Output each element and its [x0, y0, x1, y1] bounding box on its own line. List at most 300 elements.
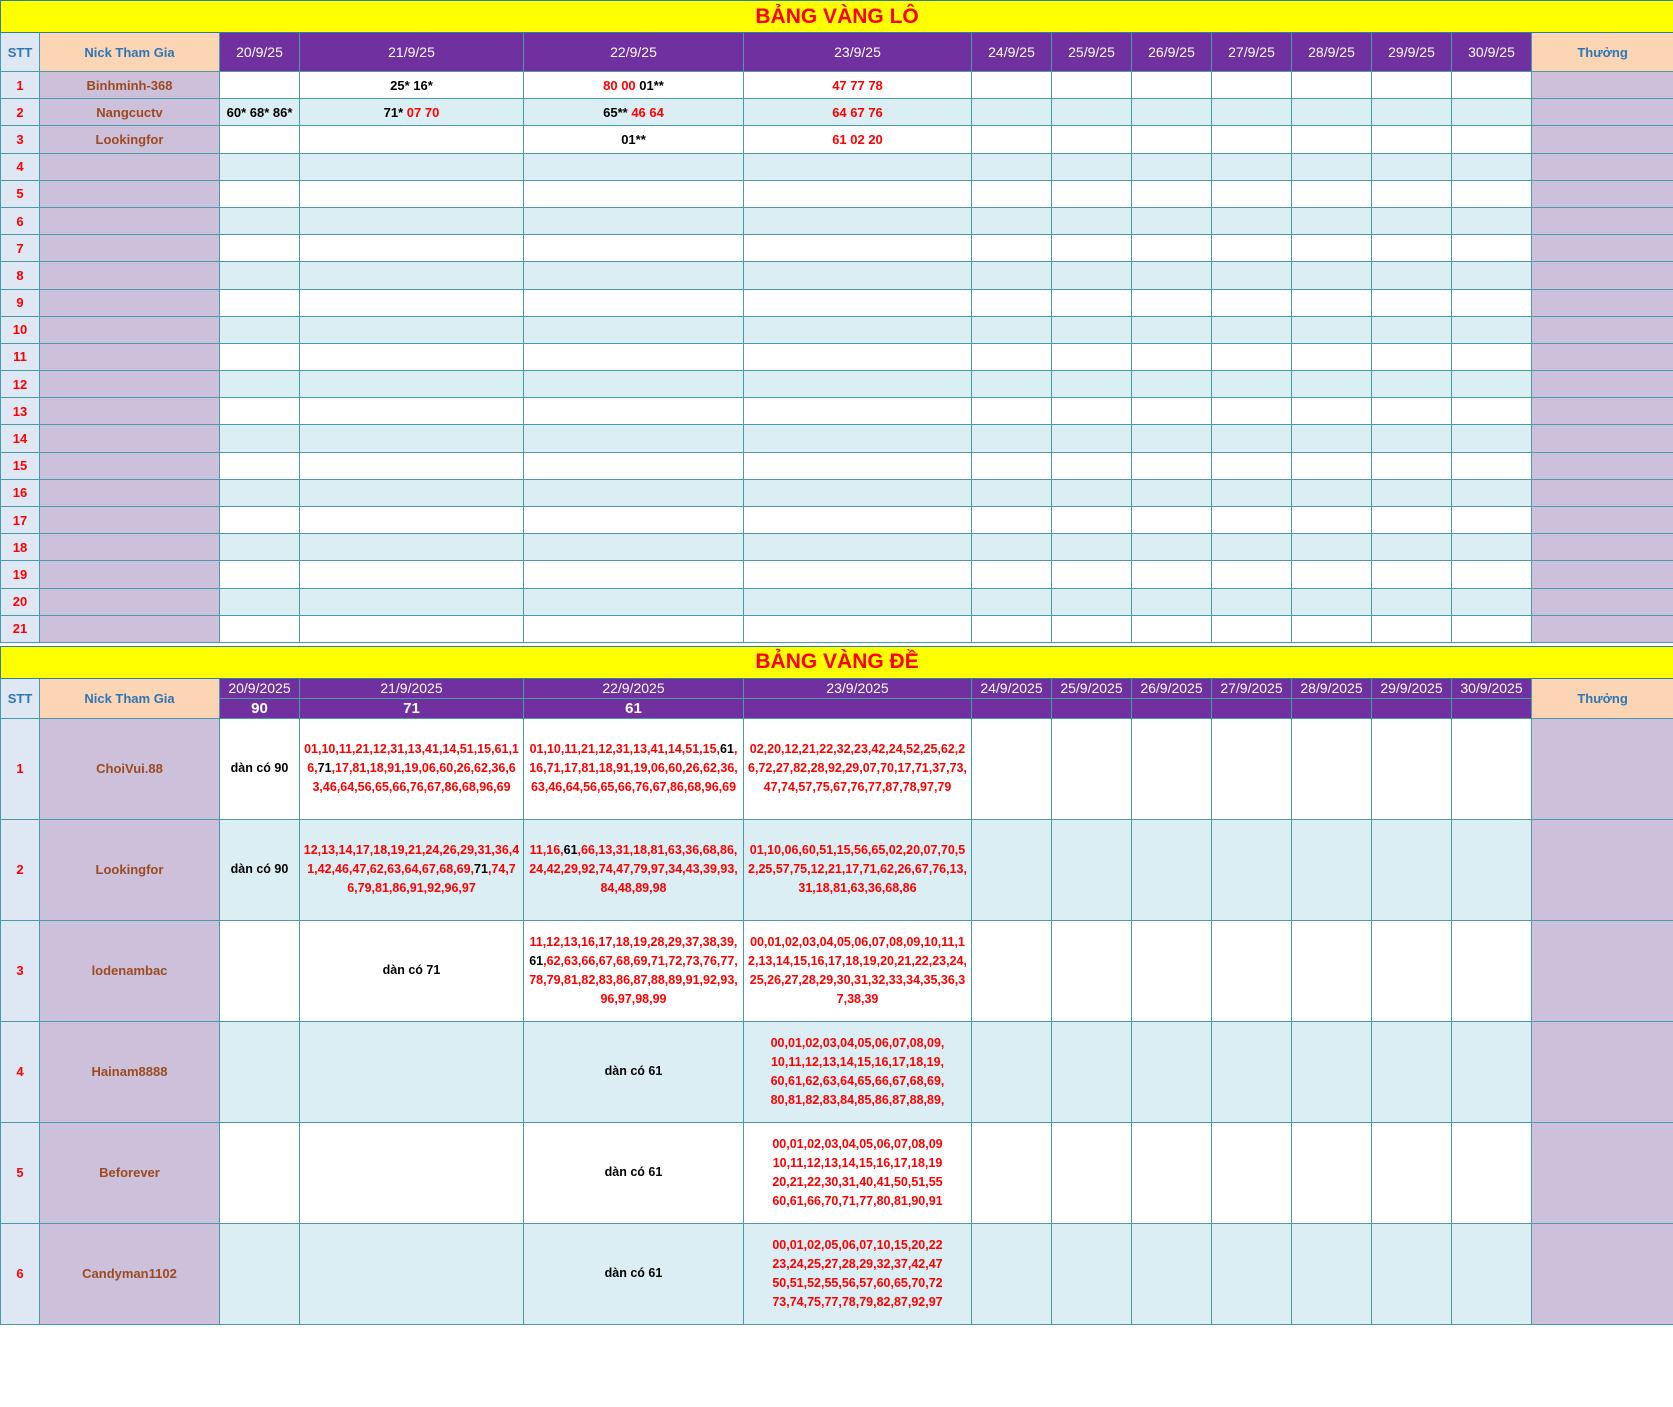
de-result[interactable] [1372, 698, 1452, 718]
pick-cell[interactable] [1132, 1021, 1212, 1122]
lo-date-header[interactable]: 26/9/25 [1132, 33, 1212, 72]
pick-cell[interactable] [744, 371, 972, 398]
pick-cell[interactable] [744, 920, 972, 1021]
pick-cell[interactable] [744, 534, 972, 561]
nick-cell[interactable] [40, 507, 220, 534]
pick-cell[interactable] [1052, 425, 1132, 452]
pick-cell[interactable] [1372, 452, 1452, 479]
de-result[interactable] [972, 698, 1052, 718]
pick-cell[interactable] [220, 398, 300, 425]
nick-cell[interactable] [40, 207, 220, 234]
pick-cell[interactable] [744, 819, 972, 920]
pick-cell[interactable] [1452, 343, 1532, 370]
thuong-cell[interactable] [1532, 718, 1673, 819]
pick-cell[interactable] [1292, 561, 1372, 588]
pick-cell[interactable] [220, 180, 300, 207]
nick-cell[interactable] [40, 479, 220, 506]
pick-cell[interactable] [220, 371, 300, 398]
thuong-cell[interactable] [1532, 819, 1673, 920]
pick-cell[interactable] [972, 1021, 1052, 1122]
thuong-cell[interactable] [1532, 1223, 1673, 1324]
nick-cell[interactable] [40, 180, 220, 207]
pick-cell[interactable] [300, 72, 524, 99]
pick-cell[interactable] [524, 1122, 744, 1223]
pick-cell[interactable] [1052, 819, 1132, 920]
pick-cell[interactable] [744, 126, 972, 153]
pick-cell[interactable] [1132, 235, 1212, 262]
pick-cell[interactable] [524, 1021, 744, 1122]
row-number[interactable]: 10 [1, 316, 40, 343]
pick-cell[interactable] [1372, 1021, 1452, 1122]
pick-cell[interactable] [972, 718, 1052, 819]
thuong-cell[interactable] [1532, 452, 1673, 479]
pick-cell[interactable] [220, 588, 300, 615]
row-number[interactable]: 7 [1, 235, 40, 262]
de-title[interactable]: BẢNG VÀNG ĐỀ [1, 646, 1673, 678]
pick-cell[interactable] [1372, 180, 1452, 207]
pick-cell[interactable] [220, 1021, 300, 1122]
pick-cell[interactable] [1292, 425, 1372, 452]
row-number[interactable]: 19 [1, 561, 40, 588]
pick-cell[interactable] [300, 561, 524, 588]
pick-cell[interactable] [1452, 153, 1532, 180]
pick-cell[interactable] [972, 180, 1052, 207]
pick-cell[interactable] [1212, 920, 1292, 1021]
de-result[interactable] [744, 698, 972, 718]
pick-cell[interactable] [1292, 1021, 1372, 1122]
pick-cell[interactable] [524, 153, 744, 180]
pick-cell[interactable] [1212, 99, 1292, 126]
thuong-cell[interactable] [1532, 126, 1673, 153]
de-date-header[interactable]: 23/9/2025 [744, 678, 972, 698]
de-date-header[interactable]: 26/9/2025 [1132, 678, 1212, 698]
thuong-cell[interactable] [1532, 534, 1673, 561]
pick-cell[interactable] [744, 1122, 972, 1223]
row-number[interactable]: 3 [1, 126, 40, 153]
pick-cell[interactable] [972, 452, 1052, 479]
row-number[interactable]: 8 [1, 262, 40, 289]
pick-cell[interactable] [972, 289, 1052, 316]
pick-cell[interactable] [1452, 99, 1532, 126]
pick-cell[interactable] [524, 1223, 744, 1324]
pick-cell[interactable] [972, 371, 1052, 398]
pick-cell[interactable] [1212, 718, 1292, 819]
lo-date-header[interactable]: 24/9/25 [972, 33, 1052, 72]
pick-cell[interactable] [300, 507, 524, 534]
pick-cell[interactable] [300, 316, 524, 343]
pick-cell[interactable] [1372, 507, 1452, 534]
pick-cell[interactable] [1212, 534, 1292, 561]
pick-cell[interactable] [1372, 920, 1452, 1021]
thuong-cell[interactable] [1532, 99, 1673, 126]
pick-cell[interactable] [524, 479, 744, 506]
pick-cell[interactable] [1132, 534, 1212, 561]
thuong-cell[interactable] [1532, 425, 1673, 452]
pick-cell[interactable] [744, 398, 972, 425]
pick-cell[interactable] [300, 235, 524, 262]
pick-cell[interactable] [1452, 289, 1532, 316]
de-result[interactable]: 71 [300, 698, 524, 718]
pick-cell[interactable] [1212, 1122, 1292, 1223]
row-number[interactable]: 11 [1, 343, 40, 370]
pick-cell[interactable] [972, 534, 1052, 561]
pick-cell[interactable] [1372, 72, 1452, 99]
nick-cell[interactable]: Hainam8888 [40, 1021, 220, 1122]
pick-cell[interactable] [744, 180, 972, 207]
pick-cell[interactable] [524, 507, 744, 534]
pick-cell[interactable] [300, 920, 524, 1021]
pick-cell[interactable] [1292, 126, 1372, 153]
pick-cell[interactable] [1212, 153, 1292, 180]
row-number[interactable]: 6 [1, 207, 40, 234]
pick-cell[interactable] [220, 534, 300, 561]
pick-cell[interactable] [1212, 819, 1292, 920]
de-date-header[interactable]: 22/9/2025 [524, 678, 744, 698]
de-result[interactable] [1212, 698, 1292, 718]
pick-cell[interactable] [1372, 289, 1452, 316]
pick-cell[interactable] [1372, 99, 1452, 126]
pick-cell[interactable] [1132, 561, 1212, 588]
nick-cell[interactable]: Lookingfor [40, 126, 220, 153]
pick-cell[interactable] [524, 235, 744, 262]
pick-cell[interactable] [1292, 371, 1372, 398]
pick-cell[interactable] [1292, 207, 1372, 234]
pick-cell[interactable] [972, 262, 1052, 289]
pick-cell[interactable] [1292, 398, 1372, 425]
pick-cell[interactable] [300, 371, 524, 398]
pick-cell[interactable] [524, 316, 744, 343]
pick-cell[interactable] [524, 180, 744, 207]
pick-cell[interactable] [1292, 72, 1372, 99]
lo-date-header[interactable]: 23/9/25 [744, 33, 972, 72]
pick-cell[interactable] [1292, 588, 1372, 615]
pick-cell[interactable] [220, 126, 300, 153]
pick-cell[interactable] [1052, 207, 1132, 234]
thuong-cell[interactable] [1532, 262, 1673, 289]
pick-cell[interactable] [1452, 561, 1532, 588]
lo-stt-header[interactable]: STT [1, 33, 40, 72]
lo-date-header[interactable]: 28/9/25 [1292, 33, 1372, 72]
row-number[interactable]: 3 [1, 920, 40, 1021]
row-number[interactable]: 12 [1, 371, 40, 398]
pick-cell[interactable] [1132, 718, 1212, 819]
pick-cell[interactable] [1292, 479, 1372, 506]
pick-cell[interactable] [1132, 153, 1212, 180]
pick-cell[interactable] [1132, 289, 1212, 316]
pick-cell[interactable] [220, 235, 300, 262]
pick-cell[interactable] [744, 343, 972, 370]
pick-cell[interactable] [1132, 452, 1212, 479]
thuong-cell[interactable] [1532, 615, 1673, 642]
pick-cell[interactable] [972, 615, 1052, 642]
pick-cell[interactable] [300, 452, 524, 479]
pick-cell[interactable] [300, 588, 524, 615]
pick-cell[interactable] [1052, 371, 1132, 398]
pick-cell[interactable] [1372, 561, 1452, 588]
row-number[interactable]: 1 [1, 72, 40, 99]
pick-cell[interactable] [972, 1223, 1052, 1324]
row-number[interactable]: 18 [1, 534, 40, 561]
pick-cell[interactable] [1212, 72, 1292, 99]
nick-cell[interactable] [40, 153, 220, 180]
row-number[interactable]: 15 [1, 452, 40, 479]
pick-cell[interactable] [1212, 615, 1292, 642]
pick-cell[interactable] [220, 425, 300, 452]
pick-cell[interactable] [220, 207, 300, 234]
pick-cell[interactable] [220, 72, 300, 99]
pick-cell[interactable] [1372, 588, 1452, 615]
lo-date-header[interactable]: 27/9/25 [1212, 33, 1292, 72]
pick-cell[interactable] [1452, 207, 1532, 234]
pick-cell[interactable] [1052, 1122, 1132, 1223]
pick-cell[interactable] [1212, 235, 1292, 262]
nick-cell[interactable]: Binhminh-368 [40, 72, 220, 99]
pick-cell[interactable] [1052, 1223, 1132, 1324]
pick-cell[interactable] [972, 588, 1052, 615]
thuong-cell[interactable] [1532, 479, 1673, 506]
pick-cell[interactable] [1292, 262, 1372, 289]
de-date-header[interactable]: 28/9/2025 [1292, 678, 1372, 698]
pick-cell[interactable] [524, 99, 744, 126]
pick-cell[interactable] [1292, 507, 1372, 534]
pick-cell[interactable] [1292, 920, 1372, 1021]
pick-cell[interactable] [524, 126, 744, 153]
pick-cell[interactable] [1212, 371, 1292, 398]
pick-cell[interactable] [744, 72, 972, 99]
pick-cell[interactable] [300, 479, 524, 506]
pick-cell[interactable] [220, 99, 300, 126]
pick-cell[interactable] [744, 479, 972, 506]
pick-cell[interactable] [972, 72, 1052, 99]
nick-cell[interactable] [40, 425, 220, 452]
pick-cell[interactable] [524, 289, 744, 316]
pick-cell[interactable] [524, 615, 744, 642]
pick-cell[interactable] [1452, 72, 1532, 99]
pick-cell[interactable] [1212, 262, 1292, 289]
pick-cell[interactable] [744, 235, 972, 262]
pick-cell[interactable] [1132, 180, 1212, 207]
pick-cell[interactable] [1372, 534, 1452, 561]
pick-cell[interactable] [524, 534, 744, 561]
pick-cell[interactable] [220, 452, 300, 479]
pick-cell[interactable] [1292, 534, 1372, 561]
pick-cell[interactable] [744, 99, 972, 126]
lo-thuong-header[interactable]: Thưởng [1532, 33, 1673, 72]
de-result[interactable] [1132, 698, 1212, 718]
pick-cell[interactable] [972, 425, 1052, 452]
pick-cell[interactable] [744, 588, 972, 615]
pick-cell[interactable] [1452, 479, 1532, 506]
lo-title[interactable]: BẢNG VÀNG LÔ [1, 1, 1673, 33]
pick-cell[interactable] [524, 588, 744, 615]
nick-cell[interactable] [40, 588, 220, 615]
pick-cell[interactable] [524, 72, 744, 99]
thuong-cell[interactable] [1532, 289, 1673, 316]
pick-cell[interactable] [1452, 1021, 1532, 1122]
pick-cell[interactable] [1212, 126, 1292, 153]
lo-date-header[interactable]: 20/9/25 [220, 33, 300, 72]
pick-cell[interactable] [1052, 316, 1132, 343]
thuong-cell[interactable] [1532, 153, 1673, 180]
pick-cell[interactable] [1372, 398, 1452, 425]
pick-cell[interactable] [300, 819, 524, 920]
nick-cell[interactable]: ChoiVui.88 [40, 718, 220, 819]
pick-cell[interactable] [524, 718, 744, 819]
nick-cell[interactable] [40, 561, 220, 588]
pick-cell[interactable] [972, 398, 1052, 425]
pick-cell[interactable] [220, 507, 300, 534]
pick-cell[interactable] [1052, 289, 1132, 316]
pick-cell[interactable] [744, 425, 972, 452]
de-date-header[interactable]: 27/9/2025 [1212, 678, 1292, 698]
pick-cell[interactable] [220, 316, 300, 343]
pick-cell[interactable] [1052, 534, 1132, 561]
pick-cell[interactable] [1372, 1122, 1452, 1223]
nick-cell[interactable] [40, 452, 220, 479]
pick-cell[interactable] [1372, 479, 1452, 506]
nick-cell[interactable] [40, 262, 220, 289]
pick-cell[interactable] [300, 180, 524, 207]
pick-cell[interactable] [744, 615, 972, 642]
pick-cell[interactable] [220, 289, 300, 316]
row-number[interactable]: 4 [1, 1021, 40, 1122]
pick-cell[interactable] [1132, 479, 1212, 506]
pick-cell[interactable] [1292, 452, 1372, 479]
de-result[interactable]: 61 [524, 698, 744, 718]
pick-cell[interactable] [972, 1122, 1052, 1223]
pick-cell[interactable] [300, 398, 524, 425]
pick-cell[interactable] [744, 289, 972, 316]
pick-cell[interactable] [220, 343, 300, 370]
pick-cell[interactable] [220, 262, 300, 289]
lo-date-header[interactable]: 21/9/25 [300, 33, 524, 72]
de-result[interactable] [1292, 698, 1372, 718]
pick-cell[interactable] [1212, 1223, 1292, 1324]
pick-cell[interactable] [744, 452, 972, 479]
pick-cell[interactable] [1452, 819, 1532, 920]
row-number[interactable]: 1 [1, 718, 40, 819]
de-result[interactable]: 90 [220, 698, 300, 718]
row-number[interactable]: 4 [1, 153, 40, 180]
pick-cell[interactable] [744, 153, 972, 180]
pick-cell[interactable] [1452, 371, 1532, 398]
nick-cell[interactable]: Candyman1102 [40, 1223, 220, 1324]
pick-cell[interactable] [1452, 920, 1532, 1021]
pick-cell[interactable] [220, 1223, 300, 1324]
pick-cell[interactable] [524, 371, 744, 398]
pick-cell[interactable] [1372, 371, 1452, 398]
pick-cell[interactable] [1372, 235, 1452, 262]
de-result[interactable] [1452, 698, 1532, 718]
pick-cell[interactable] [220, 615, 300, 642]
pick-cell[interactable] [1292, 1223, 1372, 1324]
pick-cell[interactable] [524, 207, 744, 234]
pick-cell[interactable] [1132, 425, 1212, 452]
thuong-cell[interactable] [1532, 72, 1673, 99]
pick-cell[interactable] [524, 343, 744, 370]
pick-cell[interactable] [972, 507, 1052, 534]
pick-cell[interactable] [1452, 126, 1532, 153]
pick-cell[interactable] [1132, 343, 1212, 370]
pick-cell[interactable] [1452, 180, 1532, 207]
pick-cell[interactable] [1052, 343, 1132, 370]
pick-cell[interactable] [1132, 819, 1212, 920]
pick-cell[interactable] [1292, 316, 1372, 343]
pick-cell[interactable] [300, 1021, 524, 1122]
pick-cell[interactable] [1052, 615, 1132, 642]
pick-cell[interactable] [744, 561, 972, 588]
pick-cell[interactable] [744, 207, 972, 234]
pick-cell[interactable] [300, 99, 524, 126]
thuong-cell[interactable] [1532, 588, 1673, 615]
pick-cell[interactable] [1132, 1223, 1212, 1324]
pick-cell[interactable] [1052, 235, 1132, 262]
pick-cell[interactable] [1212, 207, 1292, 234]
pick-cell[interactable] [220, 561, 300, 588]
nick-cell[interactable]: lodenambac [40, 920, 220, 1021]
pick-cell[interactable] [524, 920, 744, 1021]
pick-cell[interactable] [972, 561, 1052, 588]
pick-cell[interactable] [300, 425, 524, 452]
pick-cell[interactable] [1452, 615, 1532, 642]
pick-cell[interactable] [1212, 180, 1292, 207]
pick-cell[interactable] [1132, 371, 1212, 398]
pick-cell[interactable] [1052, 180, 1132, 207]
lo-date-header[interactable]: 25/9/25 [1052, 33, 1132, 72]
pick-cell[interactable] [1372, 343, 1452, 370]
pick-cell[interactable] [1292, 99, 1372, 126]
pick-cell[interactable] [972, 920, 1052, 1021]
pick-cell[interactable] [524, 819, 744, 920]
pick-cell[interactable] [524, 561, 744, 588]
pick-cell[interactable] [1052, 262, 1132, 289]
de-date-header[interactable]: 24/9/2025 [972, 678, 1052, 698]
pick-cell[interactable] [1052, 920, 1132, 1021]
nick-cell[interactable] [40, 289, 220, 316]
thuong-cell[interactable] [1532, 1122, 1673, 1223]
pick-cell[interactable] [1452, 316, 1532, 343]
de-date-header[interactable]: 29/9/2025 [1372, 678, 1452, 698]
pick-cell[interactable] [1372, 718, 1452, 819]
pick-cell[interactable] [1372, 425, 1452, 452]
pick-cell[interactable] [1372, 262, 1452, 289]
pick-cell[interactable] [1212, 425, 1292, 452]
pick-cell[interactable] [1052, 452, 1132, 479]
pick-cell[interactable] [1212, 561, 1292, 588]
pick-cell[interactable] [972, 126, 1052, 153]
pick-cell[interactable] [300, 153, 524, 180]
pick-cell[interactable] [744, 718, 972, 819]
row-number[interactable]: 9 [1, 289, 40, 316]
pick-cell[interactable] [300, 126, 524, 153]
pick-cell[interactable] [1452, 507, 1532, 534]
thuong-cell[interactable] [1532, 316, 1673, 343]
pick-cell[interactable] [1132, 920, 1212, 1021]
pick-cell[interactable] [1452, 235, 1532, 262]
pick-cell[interactable] [300, 343, 524, 370]
pick-cell[interactable] [300, 262, 524, 289]
lo-date-header[interactable]: 29/9/25 [1372, 33, 1452, 72]
thuong-cell[interactable] [1532, 398, 1673, 425]
nick-cell[interactable] [40, 316, 220, 343]
pick-cell[interactable] [1452, 588, 1532, 615]
pick-cell[interactable] [1292, 718, 1372, 819]
row-number[interactable]: 2 [1, 819, 40, 920]
pick-cell[interactable] [744, 1223, 972, 1324]
pick-cell[interactable] [1292, 289, 1372, 316]
row-number[interactable]: 21 [1, 615, 40, 642]
pick-cell[interactable] [1372, 1223, 1452, 1324]
